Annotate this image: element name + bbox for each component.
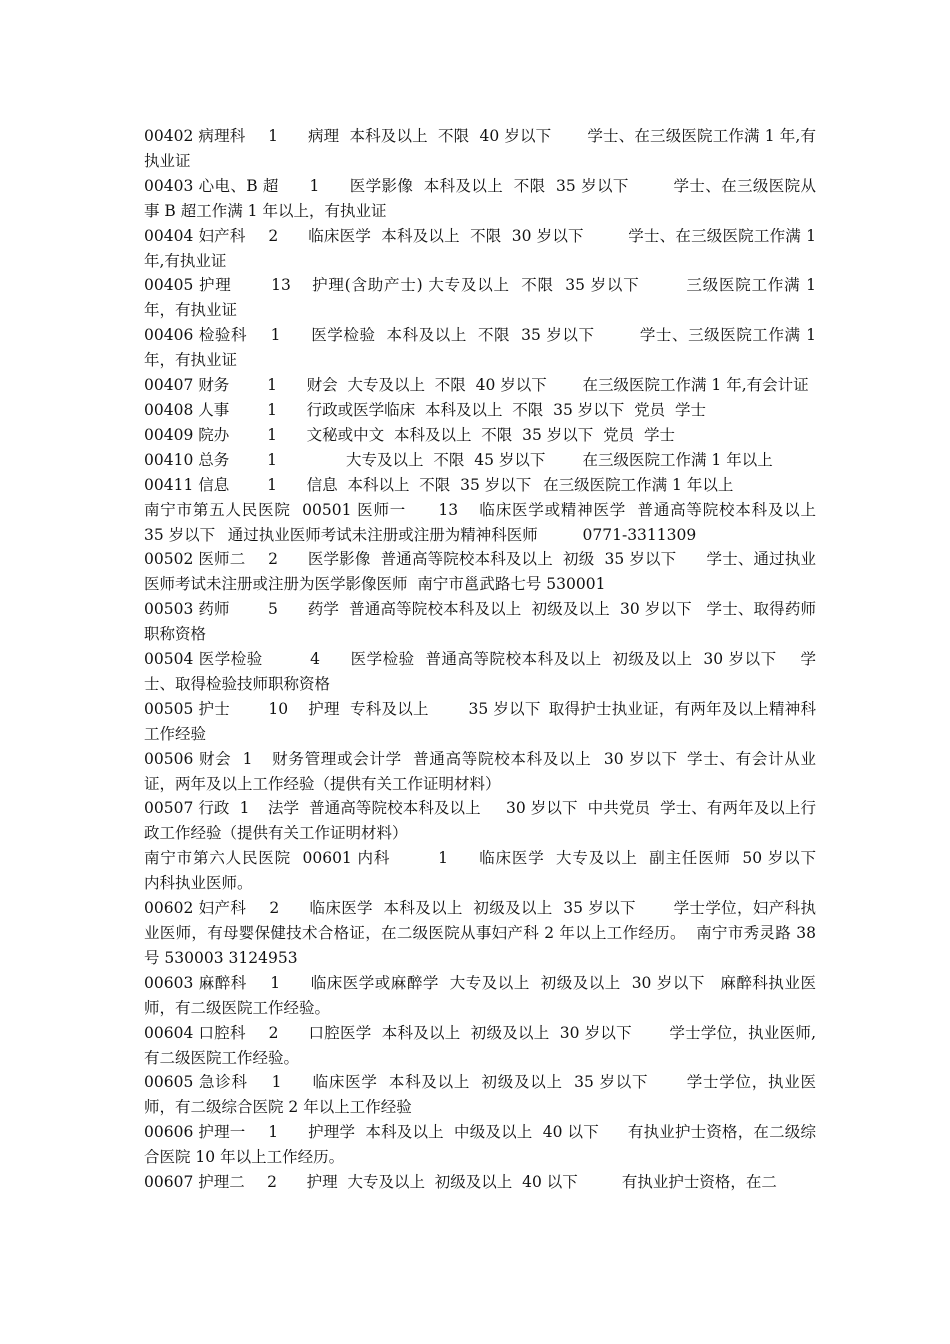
paragraph-00503: 00503 药师 5 药学 普通高等院校本科及以上 初级及以上 30 岁以下 学士、取得药师职称资格 (144, 600, 816, 644)
paragraph-00505: 00505 护士 10 护理 专科及以上 35 岁以下 取得护士执业证，有两年及以上精神科工作经验 (144, 699, 817, 743)
paragraph-00507: 00507 行政 1 法学 普通高等院校本科及以上 30 岁以下 中共党员 学士、有两年及以上行政工作经验（提供有关工作证明材料） (144, 799, 816, 843)
paragraph-00605: 00605 急诊科 1 临床医学 本科及以上 初级及以上 35 岁以下 学士学位，执业医师，有二级综合医院 2 年以上工作经验 (144, 1073, 816, 1117)
paragraph-00506: 00506 财会 1 财务管理或会计学 普通高等院校本科及以上 30 岁以下 学士、有会计从业证，两年及以上工作经验（提供有关工作证明材料） (144, 749, 816, 793)
paragraph-00504: 00504 医学检验 4 医学检验 普通高等院校本科及以上 初级及以上 30 岁以下 学士、取得检验技师职称资格 (144, 650, 816, 693)
paragraph-00606: 00606 护理一 1 护理学 本科及以上 中级及以上 40 以下 有执业护士资格，在二级综合医院 10 年以上工作经历。 (144, 1123, 816, 1167)
paragraph-00411: 00411 信息 1 信息 本科以上 不限 35 岁以下 在三级医院工作满 1 年以上 (144, 475, 734, 494)
paragraph-00403: 00403 心电、B 超 1 医学影像 本科及以上 不限 35 岁以下 学士、在三级医院从事 B 超工作满 1 年以上，有执业证 (144, 176, 816, 220)
paragraph-00406: 00406 检验科 1 医学检验 本科及以上 不限 35 岁以下 学士、三级医院工作满 1 年，有执业证 (144, 326, 821, 370)
paragraph-00607: 00607 护理二 2 护理 大专及以上 初级及以上 40 以下 有执业护士资格，在二 (144, 1173, 777, 1192)
paragraph-00407: 00407 财务 1 财会 大专及以上 不限 40 岁以下 在三级医院工作满 1 年,有会计证 (144, 376, 809, 395)
paragraph-00405: 00405 护理 13 护理(含助产士) 大专及以上 不限 35 岁以下 三级医院工作满 1 年，有执业证 (144, 276, 821, 320)
paragraph-00501: 南宁市第五人民医院 00501 医师一 13 临床医学或精神医学 普通高等院校本科及以上 35 岁以下 通过执业医师考试未注册或注册为精神科医师 0771-3311309 (144, 500, 851, 544)
paragraph-00402: 00402 病理科 1 病理 本科及以上 不限 40 岁以下 学士、在三级医院工作满 1 年,有执业证 (144, 127, 817, 170)
paragraph-00408: 00408 人事 1 行政或医学临床 本科及以上 不限 35 岁以下 党员 学士 (144, 400, 707, 419)
document-body (144, 124, 854, 1195)
paragraph-00603: 00603 麻醉科 1 临床医学或麻醉学 大专及以上 初级及以上 30 岁以下 麻醉科执业医师，有二级医院工作经验。 (144, 973, 816, 1017)
paragraph-00601: 南宁市第六人民医院 00601 内科 1 临床医学 大专及以上 副主任医师 50 岁以下 内科执业医师。 (144, 849, 854, 893)
paragraph-00409: 00409 院办 1 文秘或中文 本科及以上 不限 35 岁以下 党员 学士 (144, 425, 676, 444)
paragraph-00502: 00502 医师二 2 医学影像 普通高等院校本科及以上 初级 35 岁以下 学士、通过执业医师考试未注册或注册为医学影像医师 南宁市邕武路七号 530001 (144, 550, 816, 594)
paragraph-00410: 00410 总务 1 大专及以上 不限 45 岁以下 在三级医院工作满 1 年以上 (144, 450, 773, 469)
paragraph-00604: 00604 口腔科 2 口腔医学 本科及以上 初级及以上 30 岁以下 学士学位，执业医师,有二级医院工作经验。 (144, 1023, 816, 1067)
paragraph-00602: 00602 妇产科 2 临床医学 本科及以上 初级及以上 35 岁以下 学士学位，妇产科执业医师，有母婴保健技术合格证，在二级医院从事妇产科 2 年以上工作经历。 南宁市秀灵路 38 号 530003 3124953 (144, 899, 821, 967)
paragraph-00404: 00404 妇产科 2 临床医学 本科及以上 不限 30 岁以下 学士、在三级医院工作满 1 年,有执业证 (144, 226, 821, 270)
